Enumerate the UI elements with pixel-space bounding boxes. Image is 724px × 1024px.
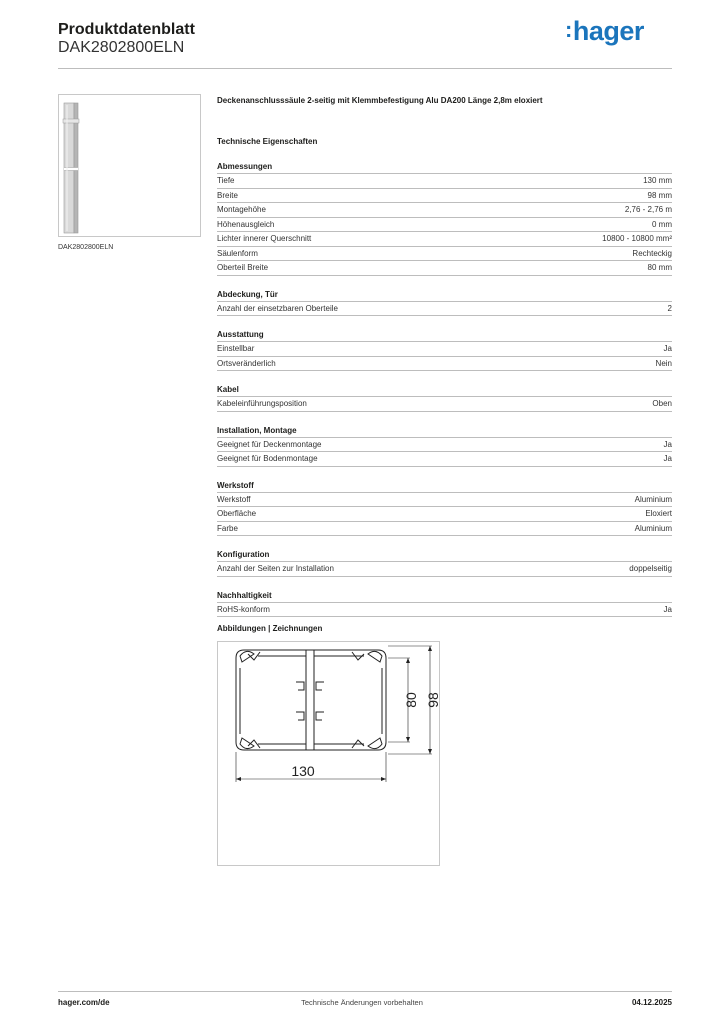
section-title: Konfiguration (217, 549, 672, 562)
spec-label: Oberteil Breite (217, 263, 269, 272)
tech-heading: Technische Eigenschaften (217, 137, 318, 146)
spec-row (217, 189, 672, 204)
page-title: Produktdatenblatt (58, 21, 195, 38)
product-code: DAK2802800ELN (58, 39, 185, 56)
section-title: Ausstattung (217, 329, 672, 342)
spec-row (217, 452, 672, 467)
spec-value: 2,76 - 2,76 m (624, 205, 672, 214)
spec-row (217, 342, 672, 357)
spec-section (217, 289, 672, 317)
section-title: Installation, Montage (217, 425, 672, 438)
specification-content (217, 96, 672, 630)
spec-row (217, 302, 672, 317)
spec-value: 2 (667, 303, 672, 313)
spec-section (217, 590, 672, 618)
spec-value: doppelseitig (629, 564, 672, 573)
spec-label: Geeignet für Bodenmontage (217, 454, 318, 463)
cross-section-drawing-icon (218, 642, 439, 865)
spec-label: Säulenform (217, 248, 258, 258)
spec-label: Kabeleinführungsposition (217, 399, 307, 408)
spec-row (217, 218, 672, 233)
spec-value: Rechteckig (632, 248, 672, 258)
spec-value: Nein (655, 358, 672, 368)
spec-row (217, 562, 672, 577)
spec-value: 10800 - 10800 mm² (602, 234, 672, 243)
spec-label: Geeignet für Deckenmontage (217, 439, 322, 449)
spec-value: Ja (663, 439, 672, 449)
spec-label: Farbe (217, 523, 238, 533)
spec-row (217, 247, 672, 262)
section-title: Abmessungen (217, 161, 672, 174)
spec-row (217, 232, 672, 247)
spec-section (217, 480, 672, 537)
spec-value: Ja (663, 604, 672, 614)
spec-row (217, 174, 672, 189)
spec-row (217, 493, 672, 508)
footer-disclaimer: Technische Änderungen vorbehalten (301, 998, 423, 1007)
spec-row (217, 507, 672, 522)
dimension-inner-label: 80 (403, 692, 419, 708)
spec-label: Einstellbar (217, 344, 255, 353)
spec-value: Ja (663, 344, 672, 353)
section-title: Kabel (217, 384, 672, 397)
spec-label: Breite (217, 190, 238, 200)
spec-row (217, 522, 672, 537)
footer-website-link[interactable]: hager.com/de (58, 998, 110, 1007)
spec-label: Anzahl der einsetzbaren Oberteile (217, 303, 338, 313)
spec-section (217, 549, 672, 577)
spec-value: Aluminium (634, 494, 672, 504)
dimension-outer-label: 98 (425, 692, 441, 708)
spec-label: Anzahl der Seiten zur Installation (217, 564, 334, 573)
spec-value: 98 mm (647, 190, 672, 200)
spec-value: 130 mm (643, 176, 672, 185)
footer-date: 04.12.2025 (631, 998, 672, 1007)
spec-row (217, 261, 672, 276)
header-divider (58, 68, 672, 69)
spec-row (217, 438, 672, 453)
spec-value: 80 mm (647, 263, 672, 272)
figures-heading: Abbildungen | Zeichnungen (217, 624, 323, 633)
spec-label: Tiefe (217, 176, 235, 185)
section-title: Abdeckung, Tür (217, 289, 672, 302)
dimension-width-label: 130 (291, 763, 315, 779)
spec-value: 0 mm (652, 219, 672, 229)
spec-value: Eloxiert (645, 509, 672, 518)
column-product-icon (59, 95, 200, 236)
spec-label: Oberfläche (217, 509, 257, 518)
spec-row (217, 603, 672, 618)
technical-drawing (217, 641, 440, 866)
spec-value: Oben (652, 399, 672, 408)
spec-section (217, 384, 672, 412)
spec-value: Ja (663, 454, 672, 463)
image-caption: DAK2802800ELN (58, 244, 114, 251)
spec-label: Höhenausgleich (217, 219, 275, 229)
hager-logo (565, 16, 644, 47)
spec-section (217, 425, 672, 467)
spec-section (217, 161, 672, 276)
spec-section (217, 329, 672, 371)
section-title: Werkstoff (217, 480, 672, 493)
spec-label: Montagehöhe (217, 205, 266, 214)
spec-row (217, 357, 672, 372)
spec-label: Ortsveränderlich (217, 358, 276, 368)
product-image (58, 94, 201, 237)
spec-label: Werkstoff (217, 494, 251, 504)
section-title: Nachhaltigkeit (217, 590, 672, 603)
spec-row (217, 397, 672, 412)
spec-label: RoHS-konform (217, 604, 270, 614)
spec-label: Lichter innerer Querschnitt (217, 234, 312, 243)
footer-divider (58, 991, 672, 992)
spec-row (217, 203, 672, 218)
spec-sections (217, 161, 672, 617)
spec-value: Aluminium (634, 523, 672, 533)
logo-text: hager (572, 16, 644, 46)
logo-dots-icon: : (565, 17, 572, 42)
product-description: Deckenanschlusssäule 2-seitig mit Klemmbefestigung Alu DA200 Länge 2,8m eloxiert (217, 96, 543, 105)
